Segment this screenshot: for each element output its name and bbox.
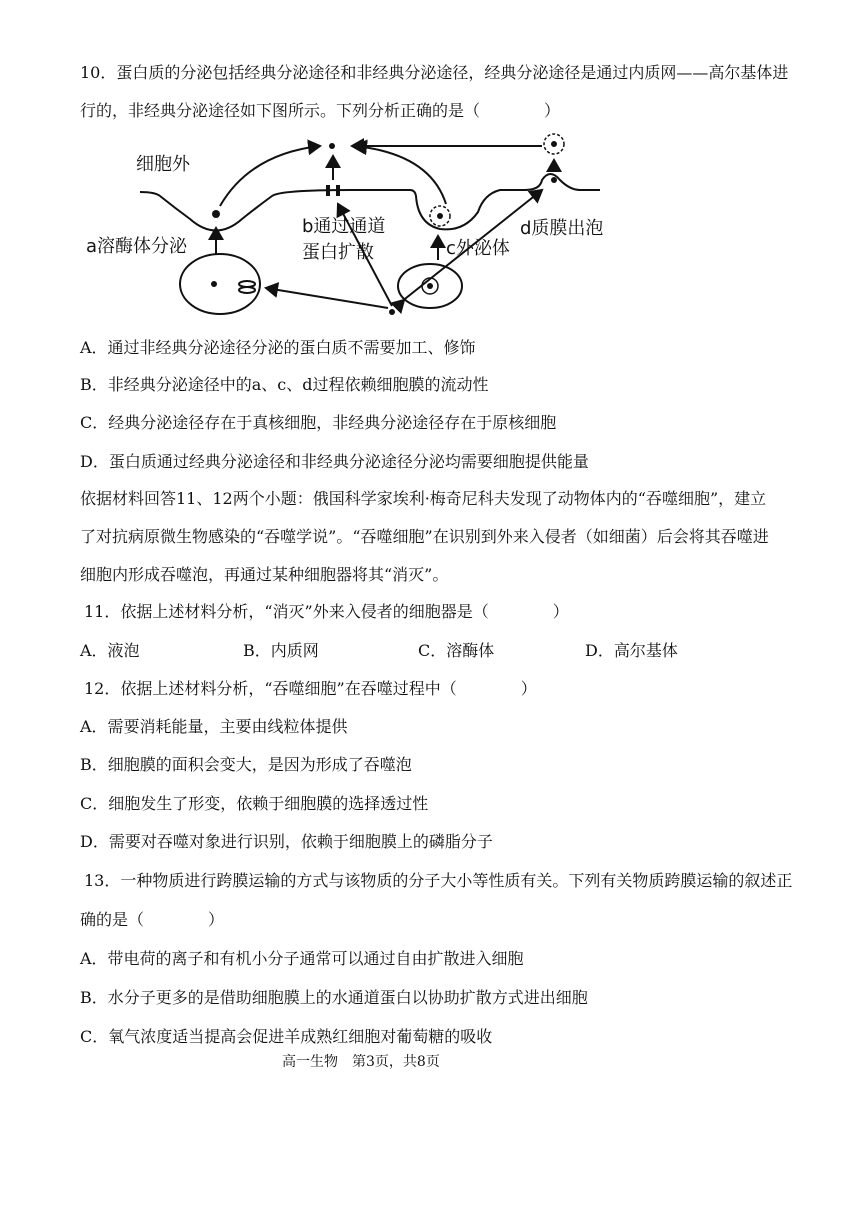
material-line3: 细胞内形成吞噬泡，再通过某种细胞器将其“消灭”。 xyxy=(80,565,449,584)
q11-stem: 11．依据上述材料分析，“消灭”外来入侵者的细胞器是（ ） xyxy=(84,602,569,621)
label-a: a溶酶体分泌 xyxy=(86,236,188,257)
q12-option-a: A．需要消耗能量，主要由线粒体提供 xyxy=(80,717,348,736)
q12-option-d: D．需要对吞噬对象进行识别，依赖于细胞膜上的磷脂分子 xyxy=(80,832,493,851)
q10-option-a: A．通过非经典分泌途径分泌的蛋白质不需要加工、修饰 xyxy=(80,338,476,357)
secretion-diagram xyxy=(80,124,640,324)
cytosolic-protein xyxy=(389,309,395,315)
q10-option-c: C．经典分泌途径存在于真核细胞，非经典分泌途径存在于原核细胞 xyxy=(80,413,557,432)
q11-option-c: C．溶酶体 xyxy=(418,641,495,660)
label-b-line1: b通过通道 xyxy=(302,216,386,237)
label-c: c外泌体 xyxy=(446,238,510,259)
q13-stem-line2: 确的是（ ） xyxy=(80,910,225,929)
q13-stem-line1: 13．一种物质进行跨膜运输的方式与该物质的分子大小等性质有关。下列有关物质跨膜运输的叙述正 xyxy=(84,871,793,890)
q11-option-b: B．内质网 xyxy=(243,641,319,660)
cell-a xyxy=(180,254,260,314)
q13-option-a: A．带电荷的离子和有机小分子通常可以通过自由扩散进入细胞 xyxy=(80,949,524,968)
q11-options xyxy=(80,640,780,662)
vesicle-a xyxy=(212,210,220,218)
page-footer: 高一生物 第3页，共8页 xyxy=(282,1054,440,1070)
q12-stem: 12．依据上述材料分析，“吞噬细胞”在吞噬过程中（ ） xyxy=(84,679,537,698)
secreted-protein xyxy=(329,143,335,149)
q10-stem-line2: 行的，非经典分泌途径如下图所示。下列分析正确的是（ ） xyxy=(80,101,561,120)
q12-option-b: B．细胞膜的面积会变大，是因为形成了吞噬泡 xyxy=(80,755,412,774)
q13-option-c: C．氧气浓度适当提高会促进羊成熟红细胞对葡萄糖的吸收 xyxy=(80,1027,493,1046)
label-b-line2: 蛋白扩散 xyxy=(302,242,374,263)
q10-option-b: B．非经典分泌途径中的a、c、d过程依赖细胞膜的流动性 xyxy=(80,375,489,394)
q10-option-d: D．蛋白质通过经典分泌途径和非经典分泌途径分泌均需要细胞提供能量 xyxy=(80,452,589,471)
q12-option-c: C．细胞发生了形变，依赖于细胞膜的选择透过性 xyxy=(80,794,429,813)
material-line2: 了对抗病原微生物感染的“吞噬学说”。“吞噬细胞”在识别到外来入侵者（如细菌）后会将其吞噬进 xyxy=(80,527,769,546)
material-line1: 依据材料回答11、12两个小题：俄国科学家埃利·梅奇尼科夫发现了动物体内的“吞噬细胞”，建立 xyxy=(80,489,767,508)
q10-stem-line1: 10．蛋白质的分泌包括经典分泌途径和非经典分泌途径，经典分泌途径是通过内质网——高尔基体进 xyxy=(80,63,789,82)
label-d: d质膜出泡 xyxy=(520,218,604,239)
channel-protein xyxy=(326,185,330,196)
label-outside: 细胞外 xyxy=(136,154,190,175)
q11-option-d: D．高尔基体 xyxy=(585,641,678,660)
q13-option-b: B．水分子更多的是借助细胞膜上的水通道蛋白以协助扩散方式进出细胞 xyxy=(80,988,588,1007)
q11-option-a: A．液泡 xyxy=(80,641,140,660)
